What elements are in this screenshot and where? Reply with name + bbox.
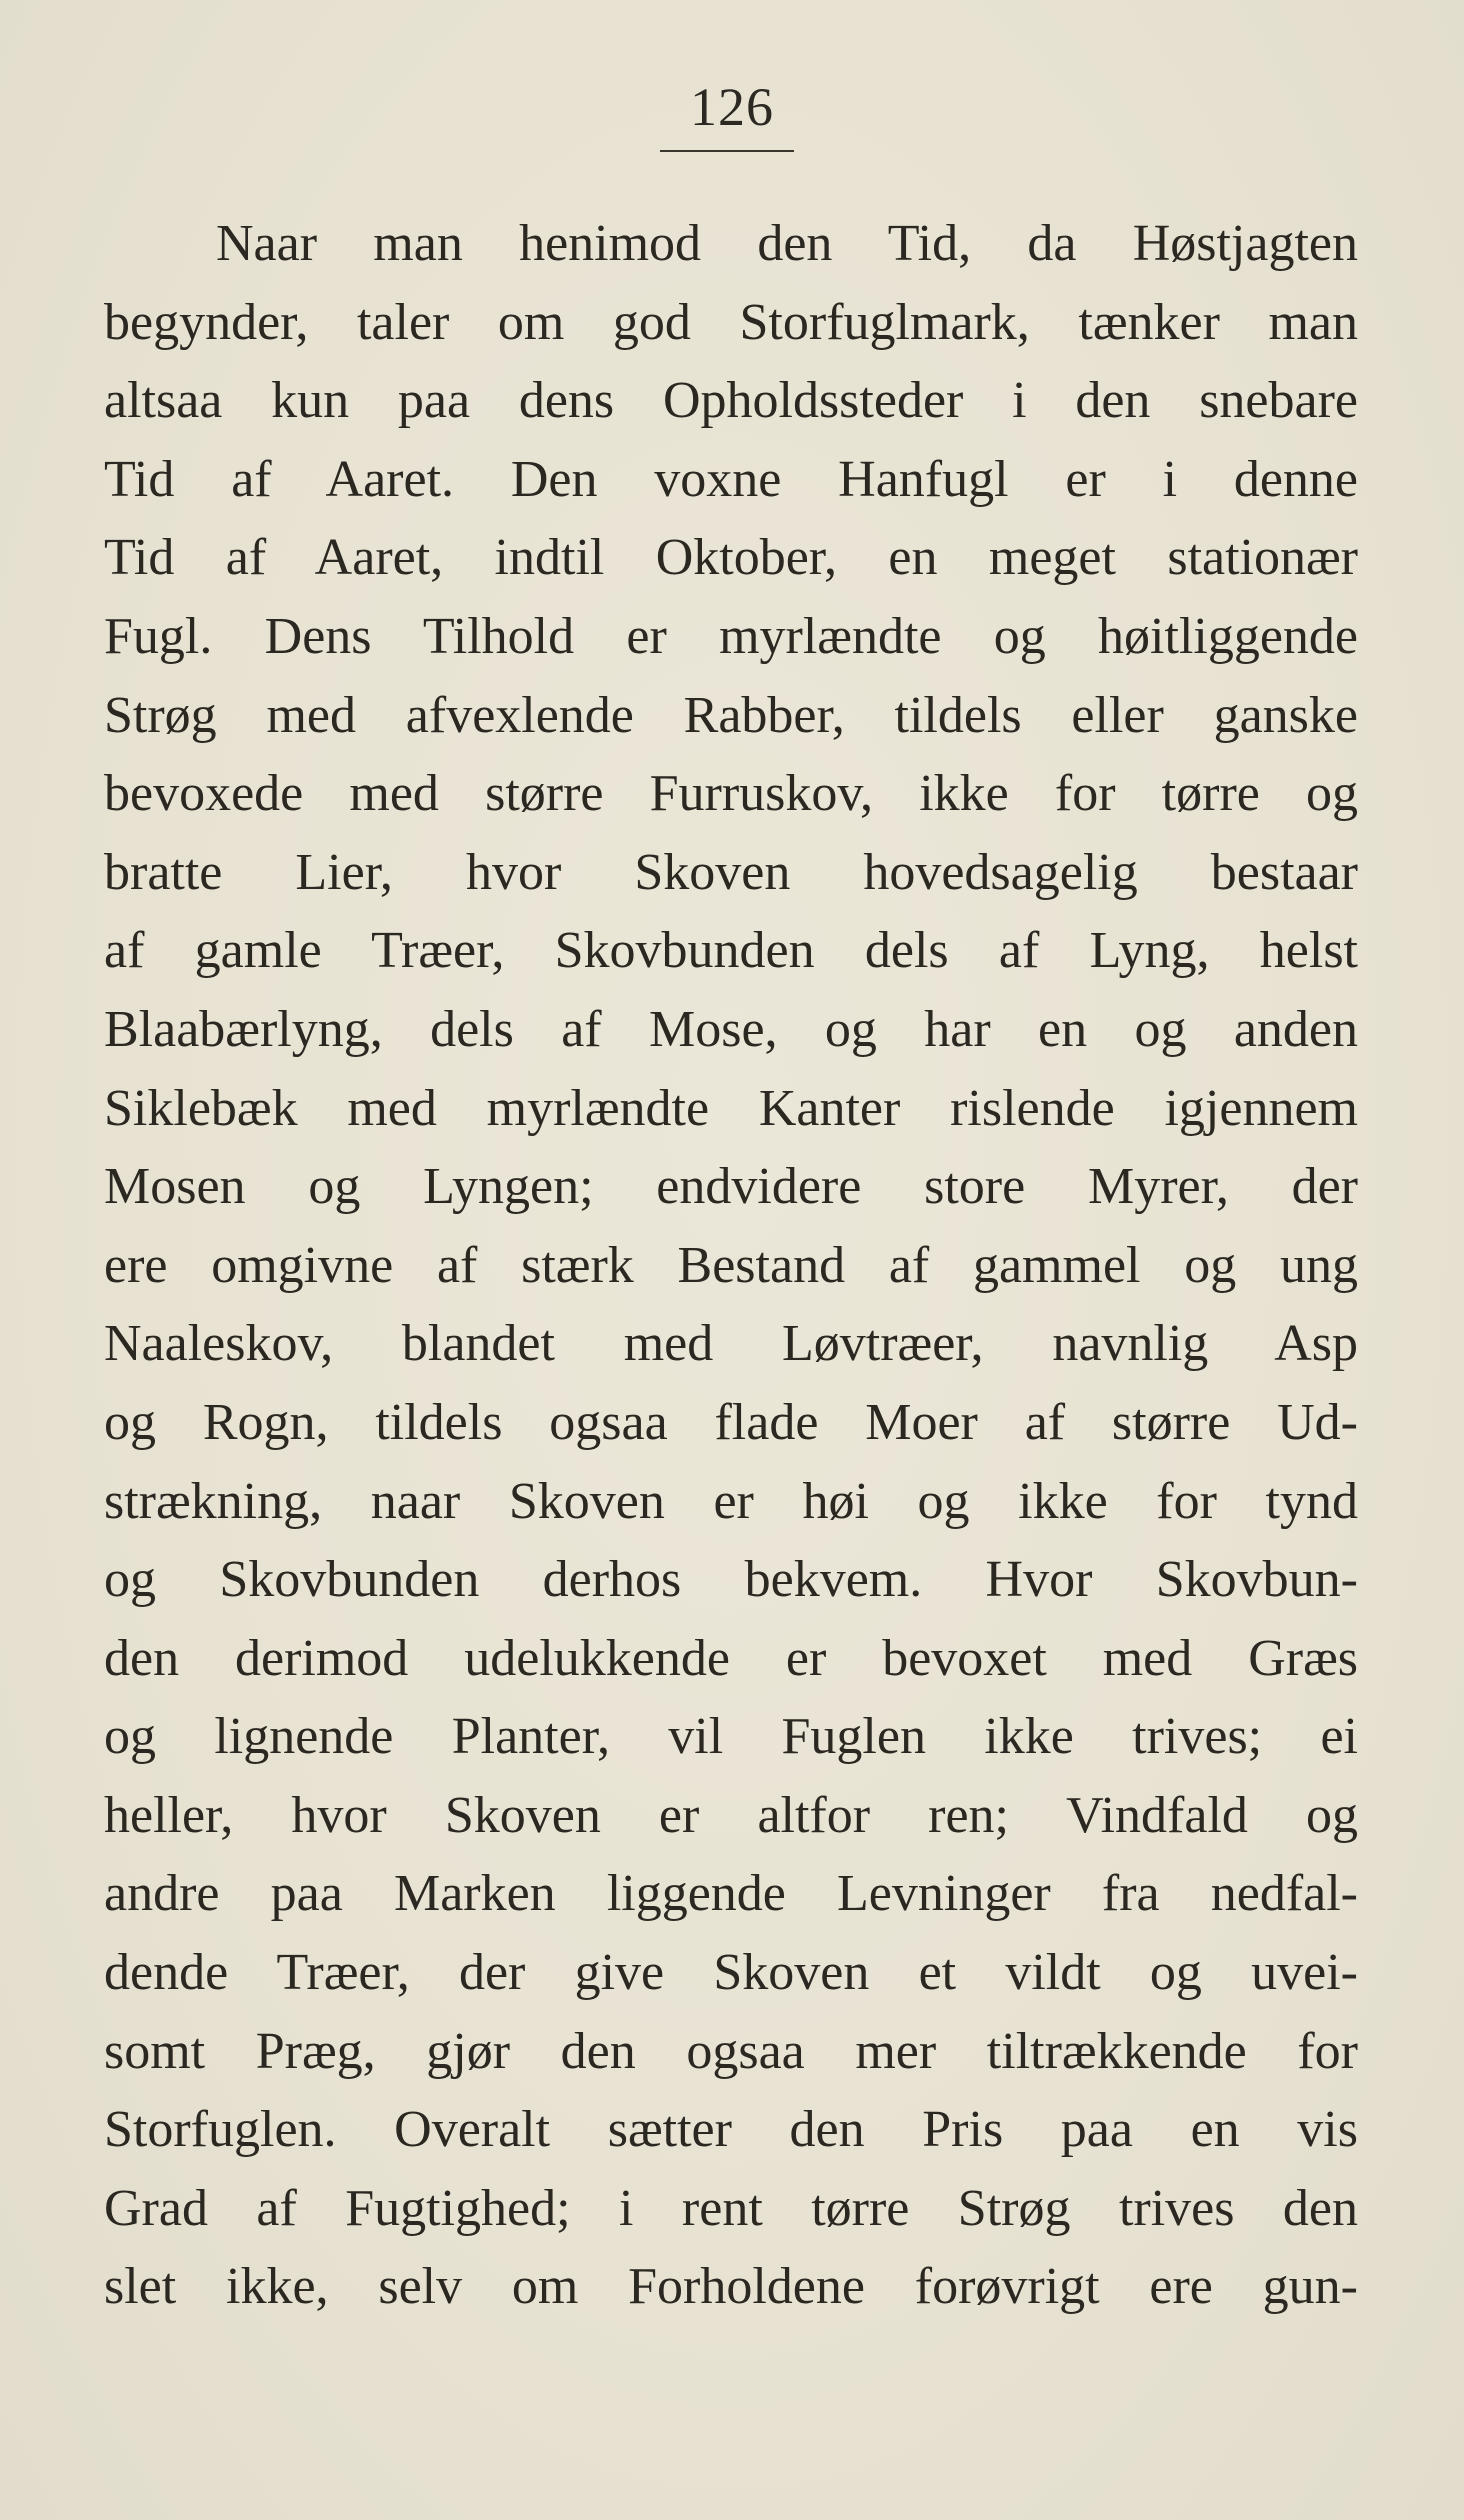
text-line: Siklebæk med myrlændte Kanter rislende igjennem (104, 1079, 1358, 1137)
text-line: altsaa kun paa dens Opholdssteder i den snebare (104, 372, 1358, 430)
text-line: slet ikke, selv om Forholdene forøvrigt ere gun- (104, 2258, 1358, 2316)
text-line: Naar man henimod den Tid, da Høstjagten (216, 215, 1358, 272)
text-line: Naaleskov, blandet med Løvtræer, navnlig Asp (104, 1315, 1358, 1373)
text-line: ere omgivne af stærk Bestand af gammel og ung (104, 1236, 1358, 1294)
text-line: Grad af Fugtighed; i rent tørre Strøg trives den (104, 2179, 1358, 2237)
text-line: af gamle Træer, Skovbunden dels af Lyng, helst (104, 922, 1358, 980)
text-line: Tid af Aaret. Den voxne Hanfugl er i denne (104, 450, 1358, 508)
text-line: og Skovbunden derhos bekvem. Hvor Skovbun- (104, 1551, 1358, 1609)
text-line: bevoxede med større Furruskov, ikke for tørre og (104, 765, 1358, 823)
text-line: den derimod udelukkende er bevoxet med Græs (104, 1629, 1358, 1687)
page-number: 126 (690, 77, 774, 137)
text-line: Strøg med afvexlende Rabber, tildels eller ganske (104, 686, 1358, 744)
text-line: heller, hvor Skoven er altfor ren; Vindfald og (104, 1786, 1358, 1844)
text-line: Fugl. Dens Tilhold er myrlændte og høitliggende (104, 607, 1358, 665)
text-line: strækning, naar Skoven er høi og ikke for tynd (104, 1472, 1358, 1530)
text-line: Storfuglen. Overalt sætter den Pris paa en vis (104, 2101, 1358, 2159)
text-line: og Rogn, tildels ogsaa flade Moer af større Ud- (104, 1393, 1358, 1451)
text-line: dende Træer, der give Skoven et vildt og uvei- (104, 1944, 1358, 2002)
body-text (104, 205, 1358, 2327)
text-line: og lignende Planter, vil Fuglen ikke trives; ei (104, 1708, 1358, 1766)
text-line: Mosen og Lyngen; endvidere store Myrer, der (104, 1158, 1358, 1216)
page-number-rule (660, 150, 794, 152)
text-line: somt Præg, gjør den ogsaa mer tiltrækkende for (104, 2022, 1358, 2080)
text-line: andre paa Marken liggende Levninger fra nedfal- (104, 1865, 1358, 1923)
text-line: begynder, taler om god Storfuglmark, tænker man (104, 293, 1358, 351)
text-line: bratte Lier, hvor Skoven hovedsagelig bestaar (104, 843, 1358, 901)
text-line: Blaabærlyng, dels af Mose, og har en og anden (104, 1000, 1358, 1058)
text-line: Tid af Aaret, indtil Oktober, en meget stationær (104, 529, 1358, 587)
